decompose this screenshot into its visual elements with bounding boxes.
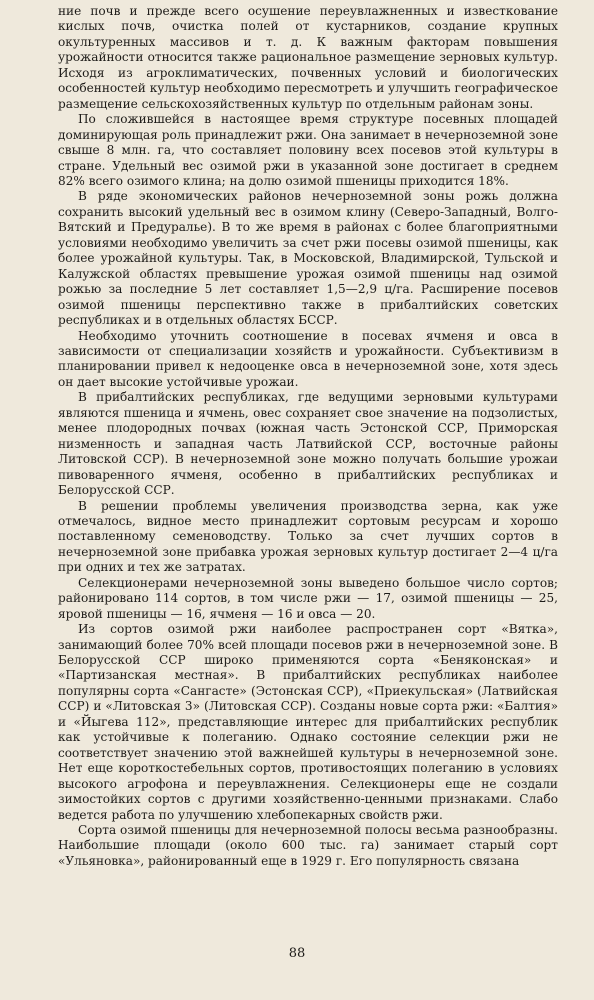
paragraph-5: В прибалтийских республиках, где ведущими зерновыми культурами являются пшеница и ячмень, овес сохраняет свое значение на подзолистых, менее плодородных почвах (южная часть Эстонской ССР, Приморская низменность и западная часть Латвийской ССР, восточные районы Литовской ССР). В нечерноземной зоне можно получать большие урожаи пивоваренного ячменя, особенно в прибалтийских республиках и Белорусской ССР. <box>58 390 558 498</box>
paragraph-9: Сорта озимой пшеницы для нечерноземной полосы весьма разнообразны. Наибольшие площади (около 600 тыс. га) занимает старый сорт «Ульяновка», районированный еще в 1929 г. Его популярность связана <box>58 823 558 868</box>
paragraph-7: Селекционерами нечерноземной зоны выведено большое число сортов; районировано 114 сортов, в том числе ржи — 17, озимой пшеницы — 25, яровой пшеницы — 16, ячменя — 16 и овса — 20. <box>58 575 558 621</box>
paragraph-8: Из сортов озимой ржи наиболее распространен сорт «Вятка», занимающий более 70% всей площади посевов ржи в нечерноземной зоне. В Белорусской ССР широко применяются сорта «Беняконская» и «Партизанская местная». В прибалтийских республиках наиболее популярны сорта «Сангасте» (Эстонская ССР), «Приекульская» (Латвийская ССР) и «Литовская 3» (Литовская ССР). Созданы новые сорта ржи: «Балтия» и «Йыгева 112», представляющие интерес для прибалтийских республик как устойчивые к полеганию. Однако состояние селекции ржи не соответствует значению этой важнейшей культуры в нечерноземной зоне. Нет еще короткостебельных сортов, противостоящих полеганию в условиях высокого агрофона и переувлажнения. Селекционеры еще не создали зимостойких сортов с другими хозяйственно-ценными признаками. Слабо ведется работа по улучшению хлебопекарных свойств ржи. <box>58 622 558 822</box>
page-number: 88 <box>288 946 306 961</box>
paragraph-2: По сложившейся в настоящее время структуре посевных площадей доминирующая роль принадлежит ржи. Она занимает в нечерноземной зоне свыше 8 млн. га, что составляет половину всех посевов этой культуры в стране. Удельный вес озимой ржи в указанной зоне достигает в среднем 82% всего озимого клина; на долю озимой пшеницы приходится 18%. <box>58 112 558 188</box>
text-body <box>58 4 558 869</box>
paragraph-1: ние почв и прежде всего осушение переувлажненных и известкование кислых почв, очистка полей от кустарников, создание крупных окультуренных массивов и т. д. К важным факторам повышения урожайности относится также рациональное размещение зерновых культур. Исходя из агроклиматических, почвенных условий и биологических особенностей культур необходимо пересмотреть и улучшить географическое размещение сельскохозяйственных культур по отдельным районам зоны. <box>58 4 558 111</box>
paragraph-3: В ряде экономических районов нечерноземной зоны рожь должна сохранить высокий удельный вес в озимом клину (Северо-Западный, Волго-Вятский и Предуралье). В то же время в районах с более благоприятными условиями необходимо увеличить за счет ржи посевы озимой пшеницы, как более урожайной культуры. Так, в Московской, Владимирской, Тульской и Калужской областях превышение урожая озимой пшеницы над озимой рожью за последние 5 лет составляет 1,5—2,9 ц/га. Расширение посевов озимой пшеницы перспективно также в прибалтийских советских республиках и в отдельных областях БССР. <box>58 189 558 328</box>
paragraph-6: В решении проблемы увеличения производства зерна, как уже отмечалось, видное место принадлежит сортовым ресурсам и хорошо поставленному семеноводству. Только за счет лучших сортов в нечерноземной зоне прибавка урожая зерновых культур достигает 2—4 ц/га при одних и тех же затратах. <box>58 498 558 575</box>
paragraph-4: Необходимо уточнить соотношение в посевах ячменя и овса в зависимости от специализации хозяйств и урожайности. Субъективизм в планировании привел к недооценке овса в нечерноземной зоне, хотя здесь он дает высокие устойчивые урожаи. <box>58 328 558 389</box>
